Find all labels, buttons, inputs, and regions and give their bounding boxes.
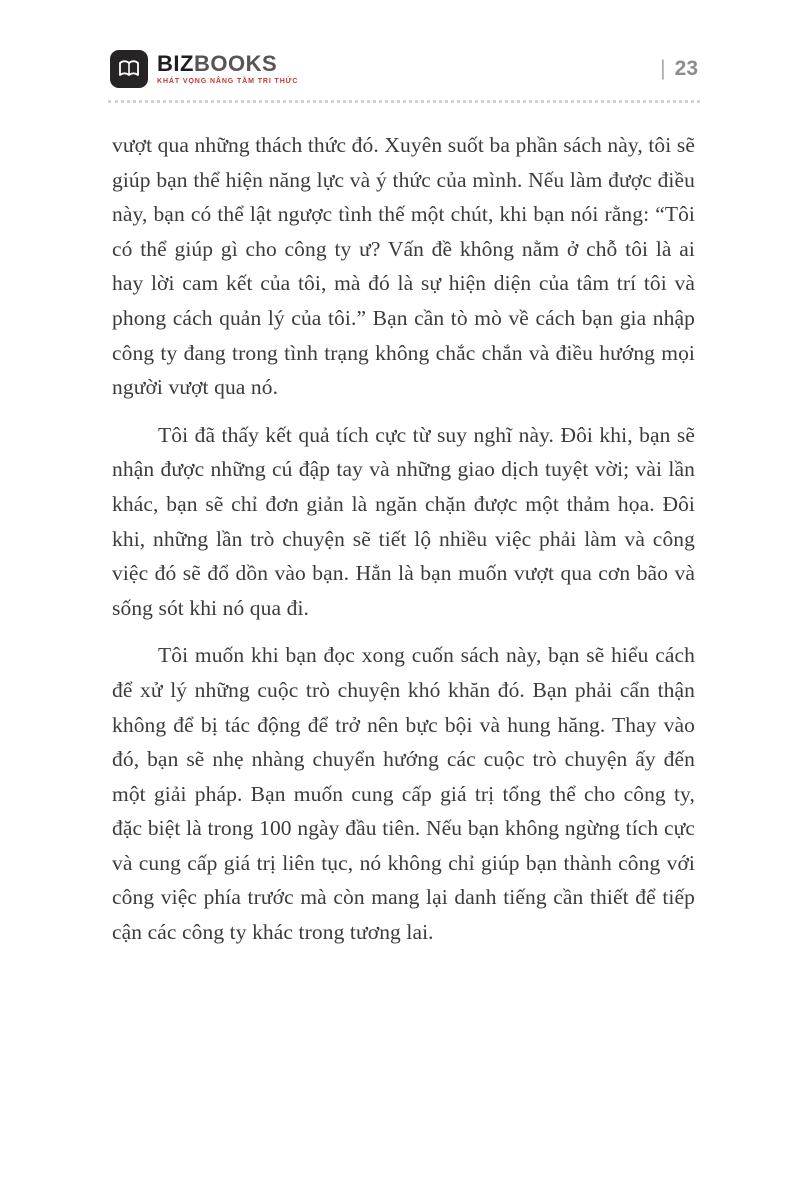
header-divider — [108, 100, 700, 103]
page-number-separator: | — [660, 57, 666, 80]
logo-title-books: BOOKS — [193, 51, 278, 76]
bizbooks-logo-icon — [110, 50, 148, 88]
page-body — [112, 128, 695, 963]
logo-title-biz: BIZ — [157, 51, 194, 76]
page-number-value: 23 — [674, 57, 698, 80]
bizbooks-logo-title — [157, 53, 298, 75]
bizbooks-logo-text — [157, 53, 298, 85]
page-number — [660, 57, 698, 81]
page-header — [110, 50, 698, 88]
paragraph-2: Tôi đã thấy kết quả tích cực từ suy nghĩ này. Đôi khi, bạn sẽ nhận được những cú đập tay và những giao dịch tuyệt vời; vài lần khác, bạn sẽ chỉ đơn giản là ngăn chặn được một thảm họa. Đôi khi, những lần trò chuyện sẽ tiết lộ nhiều việc phải làm và công việc đó sẽ đổ dồn vào bạn. Hẳn là bạn muốn vượt qua cơn bão và sống sót khi nó qua đi. — [112, 422, 695, 620]
paragraph-1: vượt qua những thách thức đó. Xuyên suốt ba phần sách này, tôi sẽ giúp bạn thể hiện năng lực và ý thức của mình. Nếu làm được điều này, bạn có thể lật ngược tình thế một chút, khi bạn nói rằng: “Tôi có thể giúp gì cho công ty ư? Vấn đề không nằm ở chỗ tôi là ai hay lời cam kết của tôi, mà đó là sự hiện diện của tâm trí tôi và phong cách quản lý của tôi.” Bạn cần tò mò về cách bạn gia nhập công ty đang trong tình trạng không chắc chắn và điều hướng mọi người vượt qua nó. — [112, 133, 695, 400]
paragraph-3: Tôi muốn khi bạn đọc xong cuốn sách này, bạn sẽ hiểu cách để xử lý những cuộc trò chuyện khó khăn đó. Bạn phải cẩn thận không để bị tác động để trở nên bực bội và hung hăng. Thay vào đó, bạn sẽ nhẹ nhàng chuyển hướng các cuộc trò chuyện ấy đến một giải pháp. Bạn muốn cung cấp giá trị tổng thể cho công ty, đặc biệt là trong 100 ngày đầu tiên. Nếu bạn không ngừng tích cực và cung cấp giá trị liên tục, nó không chỉ giúp bạn thành công với công việc phía trước mà còn mang lại danh tiếng cần thiết để tiếp cận các công ty khác trong tương lai. — [112, 643, 695, 945]
bizbooks-logo-tagline: KHÁT VỌNG NÂNG TẦM TRI THỨC — [157, 78, 299, 85]
bizbooks-logo — [110, 50, 298, 88]
